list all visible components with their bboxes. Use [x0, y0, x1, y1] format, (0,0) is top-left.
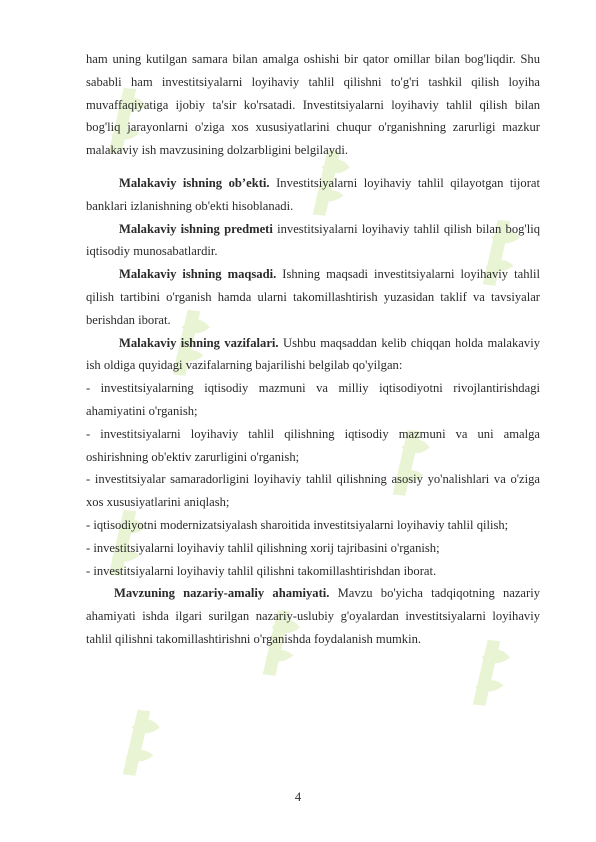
- page-number: 4: [294, 790, 302, 804]
- list-item: - investitsiyalarni loyihaviy tahlil qilishning xorij tajribasini o'rganish;: [86, 540, 440, 555]
- goal-text: Ishning maqsadi investitsiyalarni loyihaviy tahlil qilish tartibini o'rganish hamda ularni takomillashtirish yuzasidan taklif va tavsiyalar berishdan iborat.: [86, 267, 540, 327]
- object-label: Malakaviy ishning ob’ekti.: [119, 175, 270, 190]
- list-item: - investitsiyalarning iqtisodiy mazmuni va milliy iqtisodiyotni rivojlantirishdagi ahamiyatini o'rganish;: [86, 381, 540, 418]
- importance-text: Mavzu bo'yicha tadqiqotning nazariy ahamiyati ishda ilgari surilgan nazariy-uslubiy g'oyalardan investitsiyalarni loyihaviy tahlil qilishni takomillashtirishni o'rganishda foydalanish mumkin.: [86, 586, 540, 646]
- goal-paragraph: [86, 263, 540, 331]
- list-item: - iqtisodiyotni modernizatsiyalash sharoitida investitsiyalarni loyihaviy tahlil qilish;: [86, 517, 509, 532]
- list-item: - investitsiyalar samaradorligini loyihaviy tahlil qilishning asosiy yo'nalishlari va o'ziga xos xususiyatlarini aniqlash;: [86, 472, 540, 510]
- tasks-paragraph: [86, 332, 540, 378]
- object-paragraph: [86, 172, 540, 218]
- tasks-label: Malakaviy ishning vazifalari.: [119, 335, 279, 350]
- document-body: [86, 48, 540, 651]
- tasks-text: Ushbu maqsaddan kelib chiqqan holda malakaviy ish oldiga quyidagi vazifalarning bajarilishi belgilab qo'yilgan:: [86, 335, 540, 373]
- list-item: - investitsiyalarni loyihaviy tahlil qilishni takomillashtirishdan iborat.: [86, 563, 437, 578]
- subject-paragraph: [86, 218, 540, 264]
- subject-text: investitsiyalarni loyihaviy tahlil qilish bilan bog'liq iqtisodiy munosabatlardir.: [86, 221, 540, 259]
- importance-label: Mavzuning nazariy-amaliy ahamiyati.: [114, 586, 330, 601]
- intro-paragraph: ham uning kutilgan samara bilan amalga oshishi bir qator omillar bilan bog'liqdir. Shu sababli ham investitsiyalarni loyihaviy tahlil qilishni to'g'ri tashkil qilish loyiha muvaffaqiyatiga ijobiy ta'sir ko'rsatadi. Investitsiyalarni loyihaviy tahlil qilish bilan bog'liq jarayonlarni o'ziga xos xususiyatlarini chuqur o'rganishning zarurligi mazkur malakaviy ish mavzusining dolzarbligini belgilaydi.: [86, 52, 540, 158]
- book-leaf-watermark-icon: [110, 700, 170, 780]
- subject-label: Malakaviy ishning predmeti: [119, 221, 273, 236]
- goal-label: Malakaviy ishning maqsadi.: [119, 267, 277, 282]
- list-item: - investitsiyalarni loyihaviy tahlil qilishning iqtisodiy mazmuni va uni amalga oshirishning ob'ektiv zarurligini o'rganish;: [86, 426, 540, 464]
- importance-paragraph: [86, 582, 540, 650]
- object-text: Investitsiyalarni loyihaviy tahlil qilayotgan tijorat banklari izlanishning ob'ekti hisoblanadi.: [86, 175, 540, 213]
